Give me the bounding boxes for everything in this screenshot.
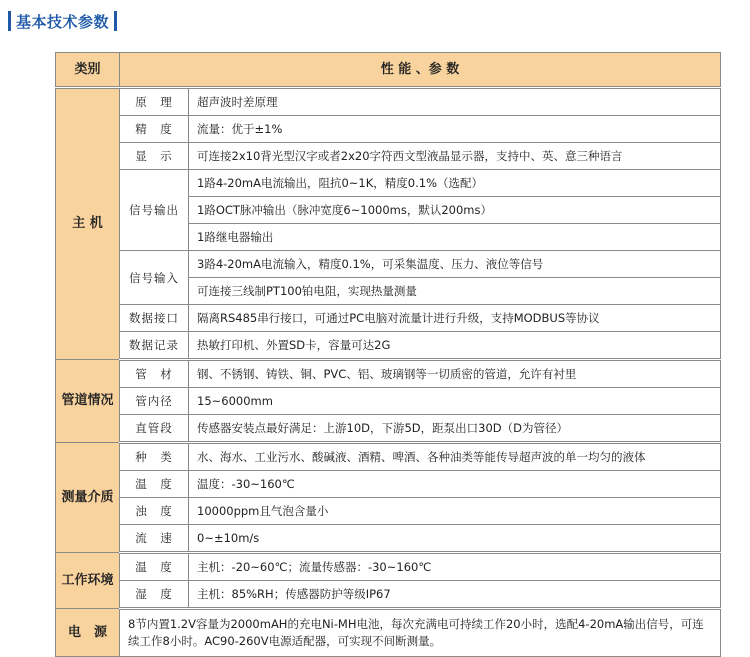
table-row [56, 116, 721, 143]
row-value: 超声波时差原理 [189, 88, 721, 116]
row-label: 浊 度 [120, 498, 189, 525]
row-label: 直管段 [120, 415, 189, 443]
row-value: 隔离RS485串行接口，可通过PC电脑对流量计进行升级，支持MODBUS等协议 [189, 305, 721, 332]
header-category: 类别 [56, 53, 120, 88]
table-row [56, 305, 721, 332]
heading-bar-left [8, 11, 11, 31]
header-params: 性 能 、参 数 [120, 53, 721, 88]
table-row [56, 360, 721, 388]
table-row [56, 581, 721, 609]
row-value: 8节内置1.2V容量为2000mAH的充电Ni-MH电池，每次充满电可持续工作20小时，选配4-20mA输出信号，可连续工作8小时。AC90-260V电源适配器，可实现不间断测量。 [120, 609, 721, 657]
row-label: 原 理 [120, 88, 189, 116]
row-label: 管 材 [120, 360, 189, 388]
row-label: 种 类 [120, 443, 189, 471]
category-host: 主 机 [56, 88, 120, 360]
table-row [56, 143, 721, 170]
row-value: 传感器安装点最好满足：上游10D，下游5D，距泵出口30D（D为管径） [189, 415, 721, 443]
table-row [56, 498, 721, 525]
table-row [56, 553, 721, 581]
category-pipe: 管道情况 [56, 360, 120, 443]
row-label: 温 度 [120, 471, 189, 498]
row-label: 管内径 [120, 388, 189, 415]
row-label: 数据接口 [120, 305, 189, 332]
table-row [56, 388, 721, 415]
row-value: 1路4-20mA电流输出，阻抗0~1K，精度0.1%（选配） [189, 170, 721, 197]
heading-bar-right [114, 11, 117, 31]
row-value: 主机：-20~60℃；流量传感器：-30~160℃ [189, 553, 721, 581]
table-row [56, 415, 721, 443]
row-value: 热敏打印机、外置SD卡，容量可达2G [189, 332, 721, 360]
row-value: 可连接2x10背光型汉字或者2x20字符西文型液晶显示器，支持中、英、意三种语言 [189, 143, 721, 170]
row-label: 信号输入 [120, 251, 189, 305]
heading-title: 基本技术参数 [16, 12, 110, 31]
table-row [56, 471, 721, 498]
row-value: 10000ppm且气泡含量小 [189, 498, 721, 525]
row-label: 数据记录 [120, 332, 189, 360]
row-label: 信号输出 [120, 170, 189, 251]
table-row [56, 332, 721, 360]
table-row [56, 609, 721, 657]
row-value: 主机：85%RH；传感器防护等级IP67 [189, 581, 721, 609]
row-value: 钢、不锈钢、铸铁、铜、PVC、铝、玻璃钢等一切质密的管道，允许有衬里 [189, 360, 721, 388]
section-heading [8, 10, 117, 32]
category-medium: 测量介质 [56, 443, 120, 553]
row-label: 精 度 [120, 116, 189, 143]
row-value: 水、海水、工业污水、酸碱液、酒精、啤酒、各种油类等能传导超声波的单一均匀的液体 [189, 443, 721, 471]
table-row [56, 88, 721, 116]
row-value: 温度：-30~160℃ [189, 471, 721, 498]
table-row [56, 170, 721, 197]
table-row [56, 251, 721, 278]
row-value: 15~6000mm [189, 388, 721, 415]
row-value: 1路继电器输出 [189, 224, 721, 251]
row-value: 0~±10m/s [189, 525, 721, 553]
row-value: 1路OCT脉冲输出（脉冲宽度6~1000ms，默认200ms） [189, 197, 721, 224]
row-label: 湿 度 [120, 581, 189, 609]
category-env: 工作环境 [56, 553, 120, 609]
row-value: 可连接三线制PT100铂电阻，实现热量测量 [189, 278, 721, 305]
row-label: 显 示 [120, 143, 189, 170]
table-row [56, 525, 721, 553]
table-header-row [56, 53, 721, 88]
row-value: 流量：优于±1% [189, 116, 721, 143]
row-value: 3路4-20mA电流输入，精度0.1%，可采集温度、压力、液位等信号 [189, 251, 721, 278]
table-row [56, 443, 721, 471]
row-label: 流 速 [120, 525, 189, 553]
category-power: 电 源 [56, 609, 120, 657]
row-label: 温 度 [120, 553, 189, 581]
spec-table [55, 52, 721, 657]
